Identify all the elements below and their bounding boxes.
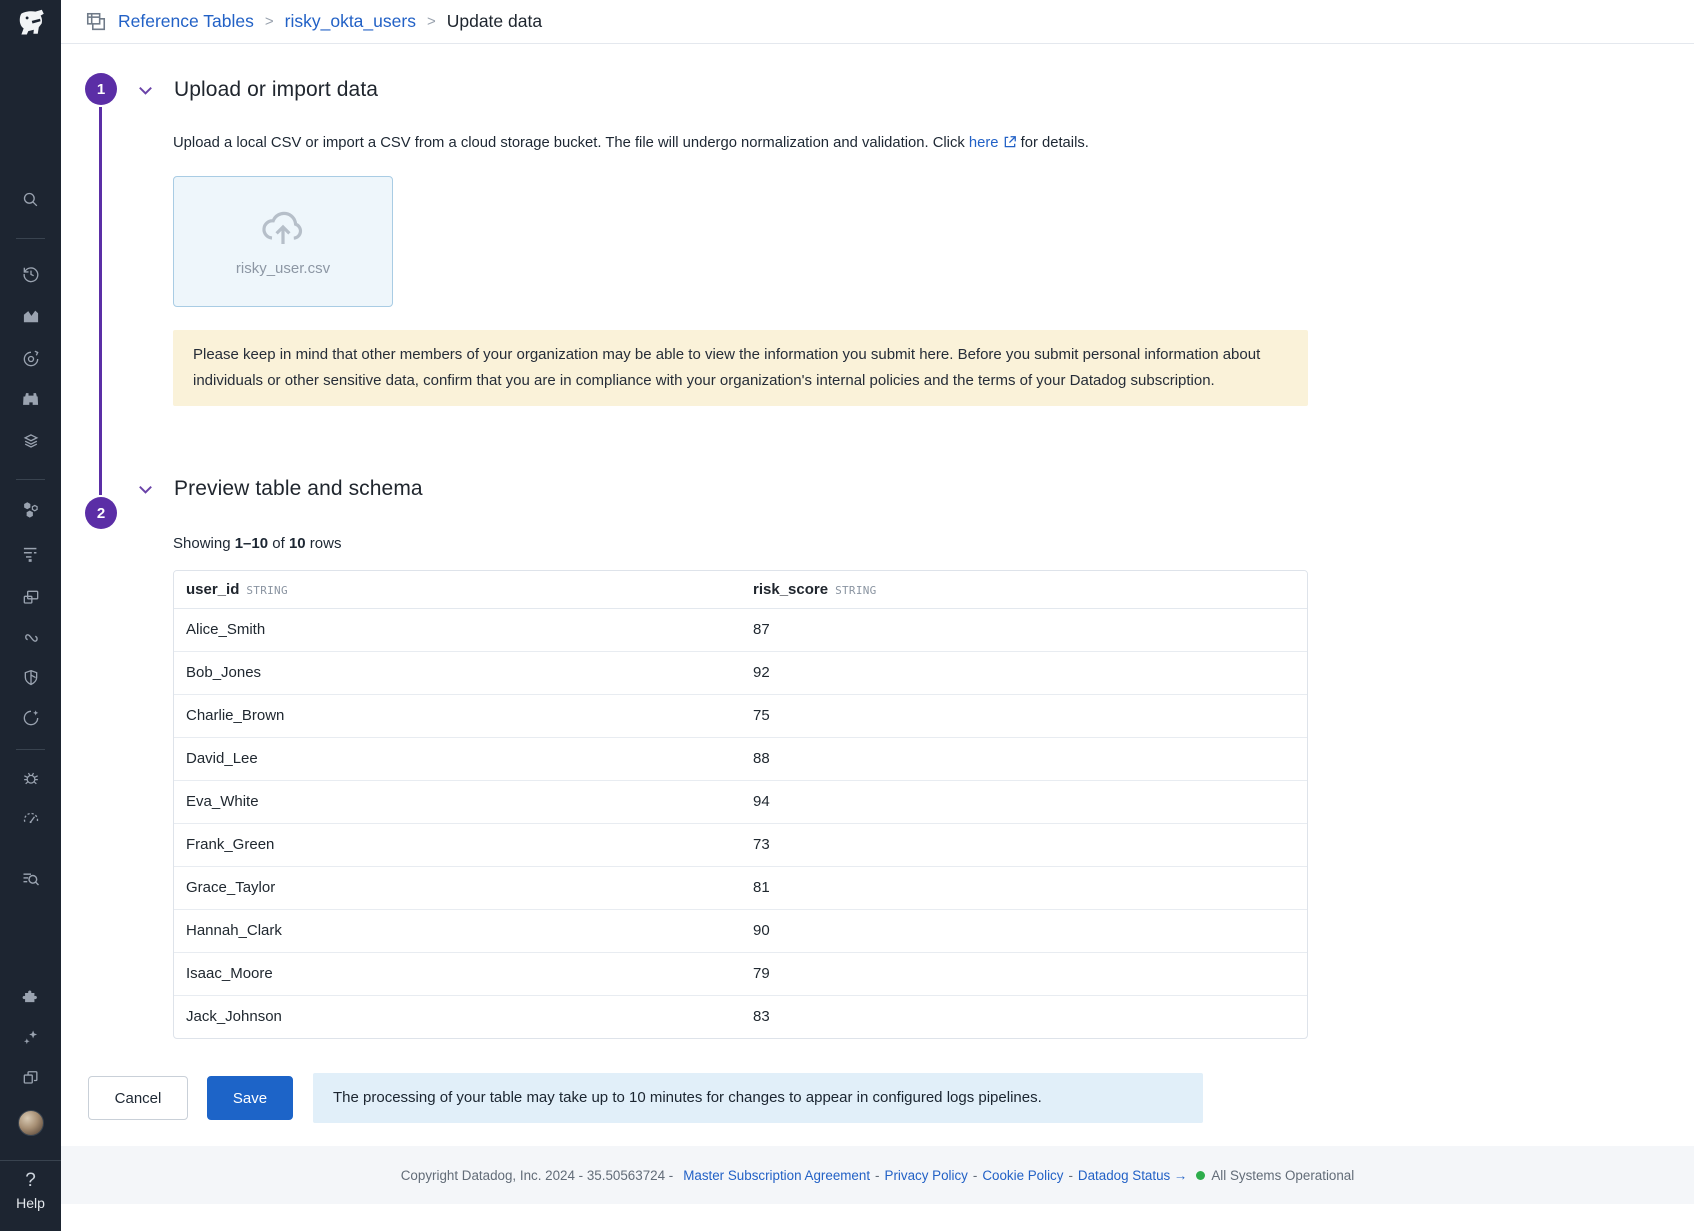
- table-row: [174, 909, 1307, 952]
- dashboards-icon[interactable]: [0, 584, 61, 612]
- column-header-user-id: [174, 571, 741, 608]
- preview-section-heading: [61, 406, 1694, 506]
- footer-link-msa[interactable]: Master Subscription Agreement: [683, 1167, 871, 1183]
- upload-section-heading: [61, 44, 1694, 107]
- watchdog-icon[interactable]: [0, 385, 61, 413]
- sidebar-divider: [16, 749, 45, 750]
- log-pipelines-icon[interactable]: [0, 540, 61, 568]
- cell-risk-score: 94: [741, 780, 1307, 823]
- performance-icon[interactable]: [0, 804, 61, 832]
- cell-risk-score: 79: [741, 952, 1307, 995]
- showing-total: 10: [288, 535, 306, 552]
- preview-table-body: [174, 608, 1307, 1038]
- cell-risk-score: 88: [741, 737, 1307, 780]
- footer-separator: -: [875, 1167, 880, 1183]
- log-explorer-icon[interactable]: [0, 866, 61, 894]
- table-row: [174, 995, 1307, 1038]
- ci-visibility-icon[interactable]: [0, 704, 61, 732]
- breadcrumb-current-page: Update data: [446, 11, 543, 31]
- upload-section-title: Upload or import data: [174, 78, 379, 101]
- uploaded-file-name: risky_user.csv: [235, 259, 331, 277]
- showing-suffix: rows: [305, 535, 342, 552]
- page-content: [61, 44, 1694, 1204]
- history-icon[interactable]: [0, 260, 61, 288]
- table-row: [174, 866, 1307, 909]
- column-header-risk-score: [741, 571, 1307, 608]
- upload-dropzone[interactable]: [173, 176, 393, 307]
- cell-user-id: Frank_Green: [174, 823, 741, 866]
- breadcrumb-table-name[interactable]: risky_okta_users: [284, 11, 416, 31]
- footer-separator: -: [1068, 1167, 1073, 1183]
- cell-user-id: Hannah_Clark: [174, 909, 741, 952]
- collapse-chevron-icon[interactable]: [136, 81, 155, 100]
- security-icon[interactable]: [0, 664, 61, 692]
- showing-prefix: Showing: [173, 535, 235, 552]
- footer-link-privacy[interactable]: Privacy Policy: [884, 1167, 968, 1183]
- cell-risk-score: 92: [741, 651, 1307, 694]
- step-2-badge: 2: [85, 497, 117, 529]
- cell-user-id: Alice_Smith: [174, 608, 741, 651]
- status-green-dot: [1196, 1171, 1205, 1180]
- help-label: Help: [16, 1195, 45, 1211]
- cell-risk-score: 75: [741, 694, 1307, 737]
- error-tracking-icon[interactable]: [0, 764, 61, 792]
- table-row: [174, 823, 1307, 866]
- column-name: risk_score: [753, 580, 829, 598]
- integrations-icon[interactable]: [0, 984, 61, 1012]
- breadcrumb-reference-tables[interactable]: Reference Tables: [118, 11, 254, 31]
- cell-risk-score: 73: [741, 823, 1307, 866]
- cell-risk-score: 81: [741, 866, 1307, 909]
- monitors-icon[interactable]: [0, 345, 61, 373]
- reference-table-icon: [85, 11, 107, 33]
- page-footer: [61, 1146, 1694, 1204]
- help-icon: ?: [25, 1170, 36, 1191]
- table-row: [174, 780, 1307, 823]
- privacy-notice: Please keep in mind that other members of your organization may be able to view the information you submit here. Before you submit personal information about individuals or other sensitive data, confirm that you are in compliance with your organization's internal policies and the terms of your Datadog subscription.: [173, 330, 1308, 406]
- footer-link-cookie[interactable]: Cookie Policy: [982, 1167, 1064, 1183]
- upload-description-text: for details.: [1016, 135, 1089, 151]
- step-connector-line: [99, 107, 102, 495]
- workspaces-icon[interactable]: [0, 1064, 61, 1092]
- footer-separator: -: [972, 1167, 978, 1183]
- showing-range: 1–10: [234, 535, 269, 552]
- showing-of: of: [268, 535, 289, 552]
- cell-risk-score: 87: [741, 608, 1307, 651]
- cell-user-id: Jack_Johnson: [186, 1008, 282, 1026]
- main-area: [61, 0, 1694, 1231]
- cell-risk-score: 90: [741, 909, 1307, 952]
- search-icon[interactable]: [0, 186, 61, 214]
- table-row: [174, 608, 1307, 651]
- breadcrumb-separator: >: [426, 13, 436, 30]
- column-type: STRING: [246, 583, 288, 597]
- details-link[interactable]: here: [968, 135, 999, 151]
- sidebar-nav: [0, 0, 61, 1231]
- ai-assistant-icon[interactable]: [0, 1024, 61, 1052]
- cell-user-id: Eva_White: [174, 780, 741, 823]
- sidebar-divider: [16, 479, 45, 480]
- table-row: [174, 737, 1307, 780]
- external-link-icon: [1003, 134, 1017, 156]
- datadog-logo[interactable]: [0, 6, 61, 46]
- cell-risk-score: 83: [753, 1008, 770, 1026]
- cancel-button[interactable]: Cancel: [88, 1076, 188, 1120]
- table-row: [174, 651, 1307, 694]
- breadcrumb-separator: >: [264, 13, 274, 30]
- column-name: user_id: [186, 580, 240, 598]
- table-row: [174, 694, 1307, 737]
- save-button[interactable]: Save: [207, 1076, 293, 1120]
- row-count-summary: [173, 535, 1694, 552]
- cell-user-id: David_Lee: [174, 737, 741, 780]
- upload-description: [173, 132, 1694, 156]
- copyright-text: Copyright Datadog, Inc. 2024 - 35.50563724 -: [400, 1167, 674, 1183]
- table-row: [174, 952, 1307, 995]
- column-type: STRING: [835, 583, 877, 597]
- breadcrumb: [61, 0, 1694, 44]
- cell-user-id: Bob_Jones: [174, 651, 741, 694]
- cell-user-id: Isaac_Moore: [174, 952, 741, 995]
- preview-section-title: Preview table and schema: [174, 477, 423, 500]
- help-button[interactable]: [0, 1160, 61, 1231]
- step-1-badge: 1: [85, 73, 117, 105]
- service-map-icon[interactable]: [0, 624, 61, 652]
- user-avatar[interactable]: [0, 1108, 61, 1138]
- containers-icon[interactable]: [0, 496, 61, 524]
- table-header-row: [174, 571, 1307, 608]
- infrastructure-icon[interactable]: [0, 428, 61, 456]
- footer-link-status[interactable]: Datadog Status →: [1077, 1167, 1188, 1183]
- sidebar-divider: [16, 238, 45, 239]
- status-text: All Systems Operational: [1211, 1167, 1355, 1183]
- metrics-icon[interactable]: [0, 302, 61, 330]
- collapse-chevron-icon[interactable]: [136, 480, 155, 499]
- cell-user-id: Grace_Taylor: [174, 866, 741, 909]
- preview-table: [173, 570, 1308, 1039]
- cloud-upload-icon: [259, 207, 307, 252]
- cell-user-id: Charlie_Brown: [174, 694, 741, 737]
- action-bar: [88, 1073, 1694, 1123]
- upload-description-text: Upload a local CSV or import a CSV from a cloud storage bucket. The file will undergo normalization and validation. Click: [173, 135, 969, 151]
- processing-info-message: The processing of your table may take up to 10 minutes for changes to appear in configured logs pipelines.: [313, 1073, 1203, 1123]
